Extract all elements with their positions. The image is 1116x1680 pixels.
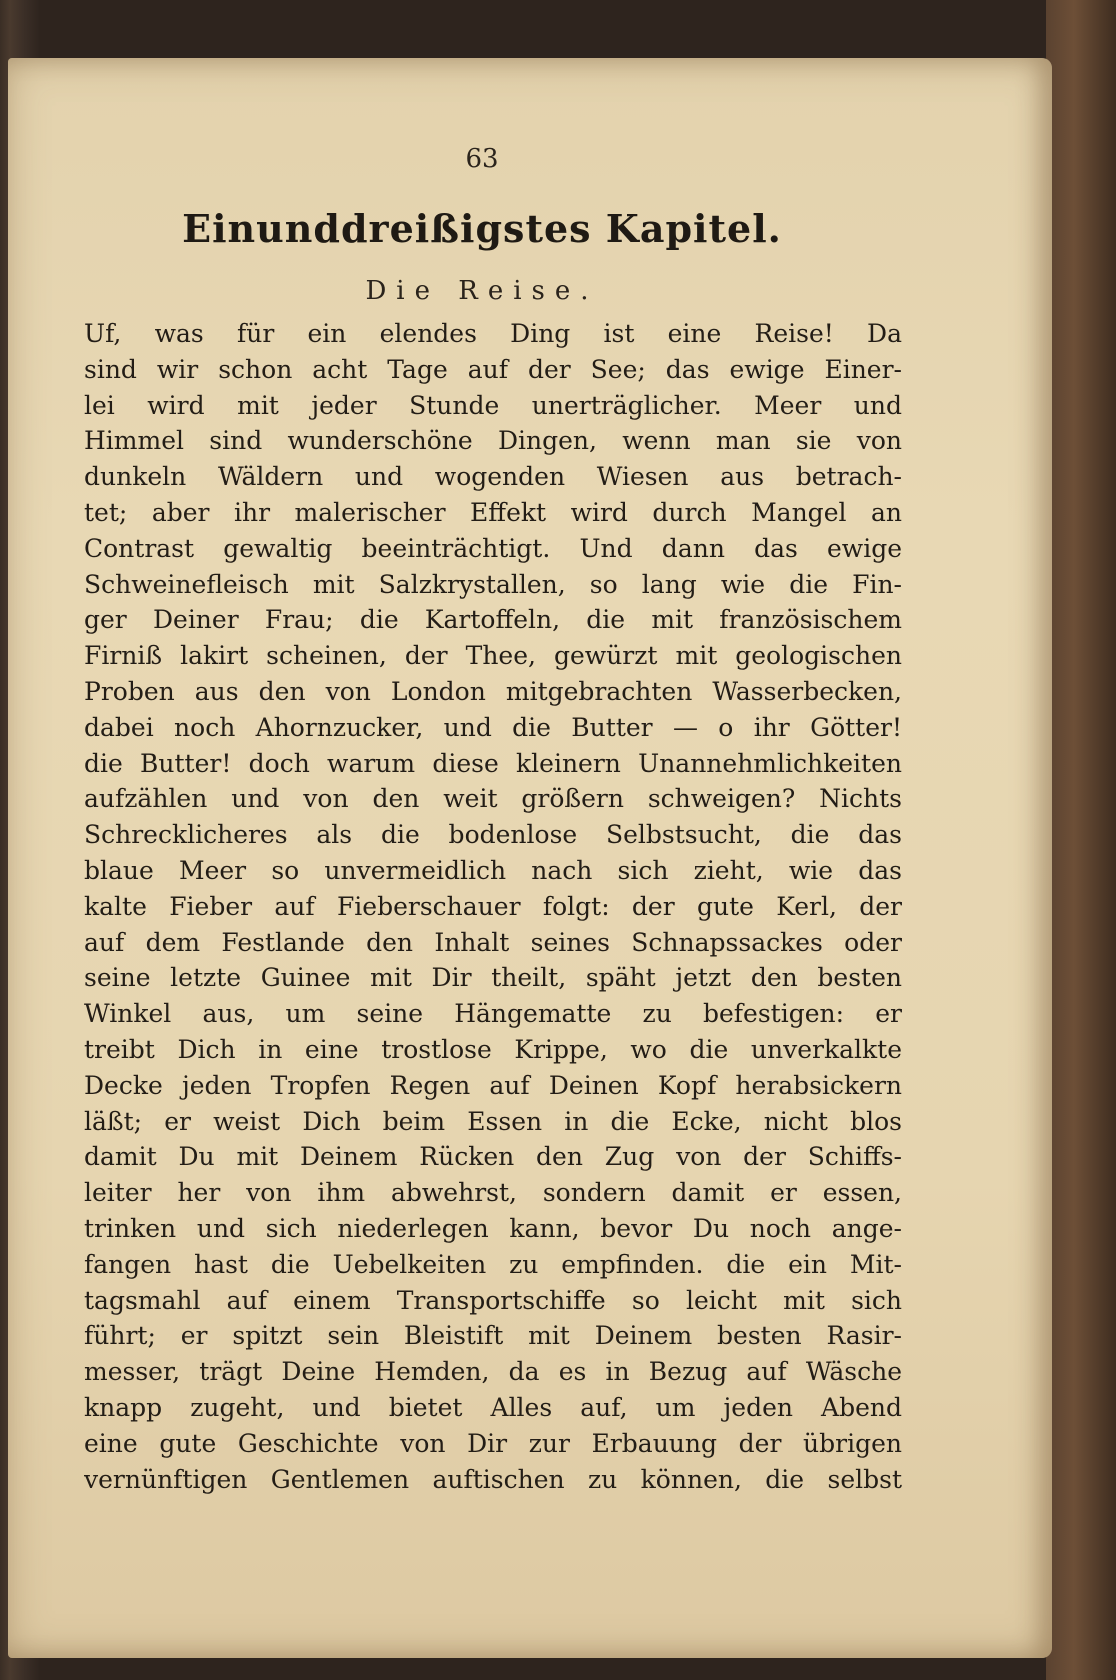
chapter-title: Einunddreißigstes Kapitel. [182,206,782,251]
text-line: Decke jeden Tropfen Regen auf Deinen Kopf herabsickern [84,1070,902,1100]
book-cover-edge [1046,0,1116,1680]
text-line: Contrast gewaltig beeinträchtigt. Und dann das ewige [84,533,902,563]
text-line: Winkel aus, um seine Hängematte zu befestigen: er [84,999,902,1029]
text-line: vernünftigen Gentlemen auftischen zu können, die selbst [84,1464,902,1494]
text-line: leiter her von ihm abwehrst, sondern damit er essen, [84,1178,902,1208]
text-line: Firniß lakirt scheinen, der Thee, gewürzt mit geologischen [84,641,902,671]
text-line: lei wird mit jeder Stunde unerträglicher. Meer und [84,390,902,420]
text-line: blaue Meer so unvermeidlich nach sich zieht, wie das [84,855,902,885]
text-line: kalte Fieber auf Fieberschauer folgt: der gute Kerl, der [84,891,902,921]
text-line: auf dem Festlande den Inhalt seines Schnapssackes oder [84,927,902,957]
text-line: treibt Dich in eine trostlose Krippe, wo die unverkalkte [84,1034,902,1064]
text-line: dabei noch Ahornzucker, und die Butter — o ihr Götter! [84,712,902,742]
text-line: sind wir schon acht Tage auf der See; das ewige Einer- [84,354,902,384]
text-line: messer, trägt Deine Hemden, da es in Bezug auf Wäsche [84,1357,902,1387]
text-line: damit Du mit Deinem Rücken den Zug von der Schiffs- [84,1142,902,1172]
text-line: seine letzte Guinee mit Dir theilt, späht jetzt den besten [84,963,902,993]
text-line: Proben aus den von London mitgebrachten Wasserbecken, [84,676,902,706]
text-line: tet; aber ihr malerischer Effekt wird durch Mangel an [84,497,902,527]
body-text [84,316,902,1497]
text-line: ger Deiner Frau; die Kartoffeln, die mit französischem [84,605,902,635]
text-line: führt; er spitzt sein Bleistift mit Deinem besten Rasir- [84,1321,902,1351]
text-line: Uf, was für ein elendes Ding ist eine Reise! Da [84,319,902,348]
text-line: läßt; er weist Dich beim Essen in die Ecke, nicht blos [84,1106,902,1136]
text-line: eine gute Geschichte von Dir zur Erbauung der übrigen [84,1428,902,1458]
text-line: knapp zugeht, und bietet Alles auf, um jeden Abend [84,1392,902,1422]
chapter-subtitle: Die Reise. [365,276,599,306]
text-line: die Butter! doch warum diese kleinern Unannehmlichkeiten [84,748,902,778]
text-line: fangen hast die Uebelkeiten zu empfinden. die ein Mit- [84,1249,902,1279]
page-number: 63 [465,144,499,174]
text-line: aufzählen und von den weit größern schweigen? Nichts [84,784,902,814]
text-line: trinken und sich niederlegen kann, bevor Du noch ange- [84,1213,902,1243]
text-line: Schrecklicheres als die bodenlose Selbstsucht, die das [84,820,902,850]
text-line: Himmel sind wunderschöne Dingen, wenn man sie von [84,426,902,456]
text-line: Schweinefleisch mit Salzkrystallen, so lang wie die Fin- [84,569,902,599]
text-line: dunkeln Wäldern und wogenden Wiesen aus betrach- [84,462,902,492]
text-line: tagsmahl auf einem Transportschiffe so leicht mit sich [84,1285,902,1315]
page-sheet [8,58,1052,1658]
